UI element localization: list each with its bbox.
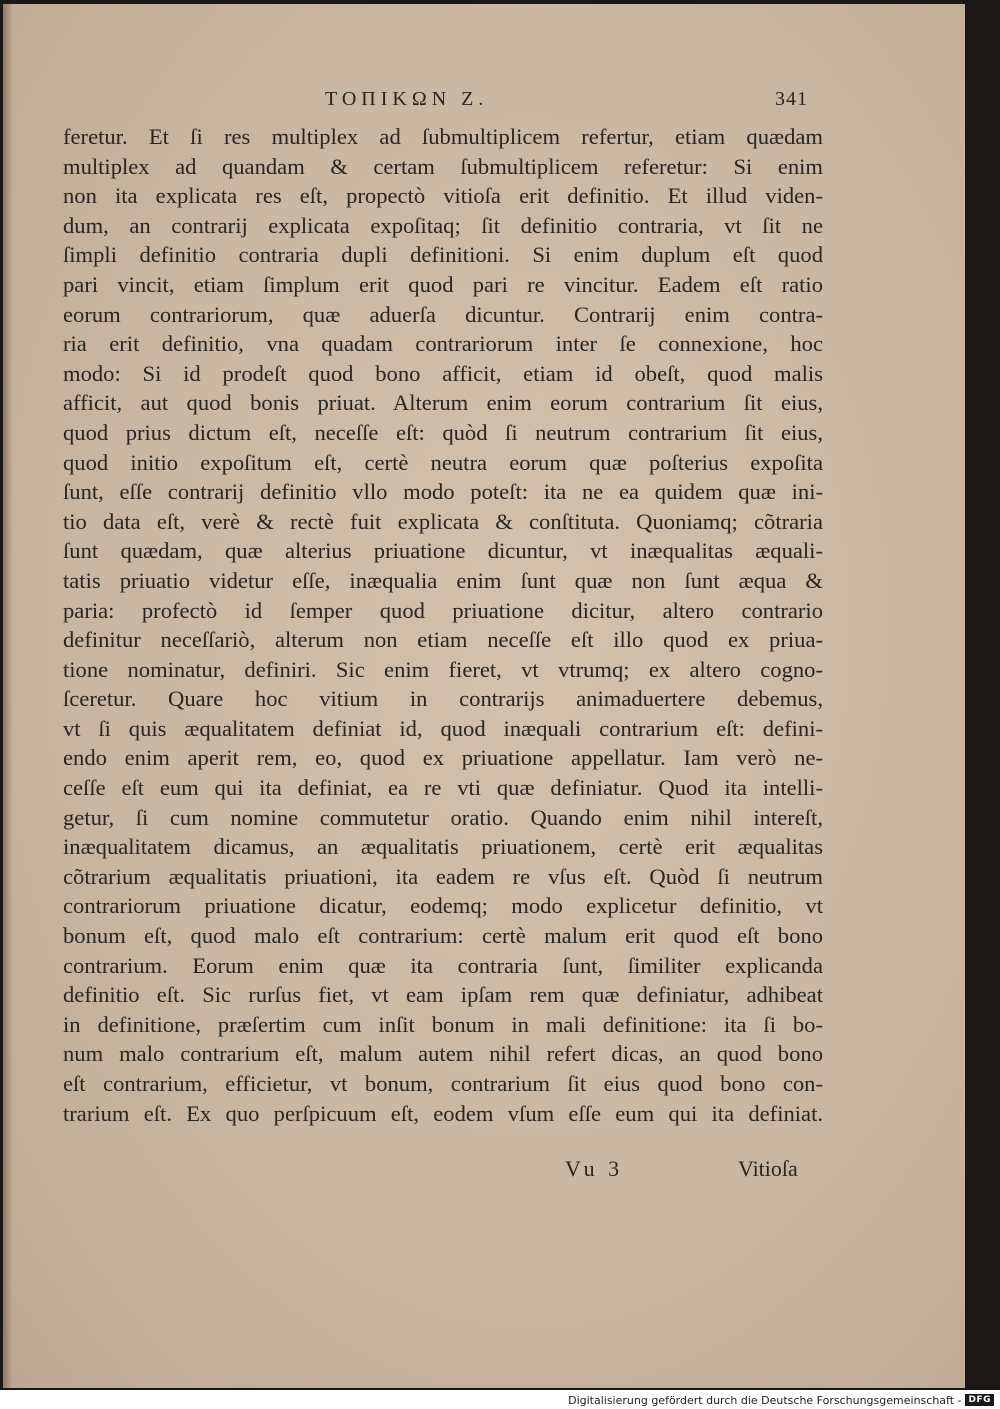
text-line: ſunt, eſſe contrarij definitio vllo modo poteſt: ita ne ea quidem quæ ini- <box>63 479 823 505</box>
text-line: ſimpli definitio contraria dupli definitioni. Si enim duplum eſt quod <box>63 242 823 268</box>
text-line: cõtrarium æqualitatis priuationi, ita eadem re vſus eſt. Quòd ſi neutrum <box>63 863 823 889</box>
text-line: ria erit definitio, vna quadam contrariorum inter ſe connexione, hoc <box>63 331 823 357</box>
text-line: pari vincit, etiam ſimplum erit quod pari re vincitur. Eadem eſt ratio <box>63 271 823 297</box>
page-number: 341 <box>775 88 808 110</box>
text-line: eorum contrariorum, quæ aduerſa dicuntur. Contrarij enim contra- <box>63 301 823 327</box>
digitization-credit <box>568 1392 994 1408</box>
text-line: non ita explicata res eſt, propectò vitioſa erit definitio. Et illud viden- <box>63 183 823 209</box>
text-line: quod initio expoſitum eſt, certè neutra eorum quæ poſterius expoſita <box>63 449 823 475</box>
text-line: in definitione, præſertim cum inſit bonum in mali definitione: ita ſi bo- <box>63 1011 823 1037</box>
text-line: eſt contrarium, efficietur, vt bonum, contrarium ſit eius quod bono con- <box>63 1071 823 1096</box>
page-footer <box>3 1156 965 1186</box>
text-line: vt ſi quis æqualitatem definiat id, quod inæquali contrarium eſt: defini- <box>63 715 823 741</box>
dfg-logo: DFG <box>965 1394 994 1406</box>
catchword: Vitioſa <box>738 1156 798 1181</box>
running-title: ΤΟΠΙΚΩΝ Ζ. <box>325 88 489 110</box>
page-header <box>3 88 965 118</box>
text-line: feretur. Et ſi res multiplex ad ſubmultiplicem refertur, etiam quædam <box>63 124 823 149</box>
text-line: definitio eſt. Sic rurſus fiet, vt eam ipſam rem quæ definiatur, adhibeat <box>63 982 823 1008</box>
text-line: inæqualitatem dicamus, an æqualitatis priuationem, certè erit æqualitas <box>63 834 823 860</box>
text-line: getur, ſi cum nomine commutetur oratio. Quando enim nihil intereſt, <box>63 804 823 830</box>
text-line: endo enim aperit rem, eo, quod ex priuatione appellatur. Iam verò ne- <box>63 745 823 771</box>
text-line: tione nominatur, definiri. Sic enim fieret, vt vtrumq; ex altero cogno- <box>63 656 823 682</box>
text-line: ſunt quædam, quæ alterius priuatione dicuntur, vt inæqualitas æquali- <box>63 538 823 564</box>
text-line: ſceretur. Quare hoc vitium in contrarijs animaduertere debemus, <box>63 686 823 712</box>
text-line: afficit, aut quod bonis priuat. Alterum enim eorum contrarium ſit eius, <box>63 390 823 416</box>
book-page <box>3 4 965 1388</box>
text-line: quod prius dictum eſt, neceſſe eſt: quòd ſi neutrum contrarium ſit eius, <box>63 419 823 445</box>
text-line: num malo contrarium eſt, malum autem nihil refert dicas, an quod bono <box>63 1041 823 1067</box>
credit-text: Digitalisierung gefördert durch die Deutsche Forschungsgemeinschaft - <box>568 1393 962 1407</box>
text-line: ceſſe eſt eum qui ita definiat, ea re vti quæ definiatur. Quod ita intelli- <box>63 775 823 801</box>
text-line: contrariorum priuatione dicatur, eodemq; modo explicetur definitio, vt <box>63 893 823 919</box>
text-line: contrarium. Eorum enim quæ ita contraria ſunt, ſimiliter explicanda <box>63 952 823 978</box>
text-line: trarium eſt. Ex quo perſpicuum eſt, eodem vſum eſſe eum qui ita definiat. <box>63 1100 823 1126</box>
text-line: definitur neceſſariò, alterum non etiam neceſſe eſt illo quod ex priua- <box>63 627 823 653</box>
text-line: dum, an contrarij explicata expoſitaq; ſit definitio contraria, vt ſit ne <box>63 212 823 238</box>
text-line: paria: profectò id ſemper quod priuatione dicitur, altero contrario <box>63 597 823 623</box>
text-line: multiplex ad quandam & certam ſubmultiplicem referetur: Si enim <box>63 153 823 179</box>
signature-mark: Vu 3 <box>565 1156 624 1181</box>
text-line: tio data eſt, verè & rectè fuit explicata & conſtituta. Quoniamq; cõtraria <box>63 508 823 534</box>
body-text <box>63 122 823 1128</box>
text-line: modo: Si id prodeſt quod bono afficit, etiam id obeſt, quod malis <box>63 360 823 386</box>
text-line: bonum eſt, quod malo eſt contrarium: certè malum erit quod eſt bono <box>63 923 823 949</box>
text-line: tatis priuatio videtur eſſe, inæqualia enim ſunt quæ non ſunt æqua & <box>63 567 823 593</box>
